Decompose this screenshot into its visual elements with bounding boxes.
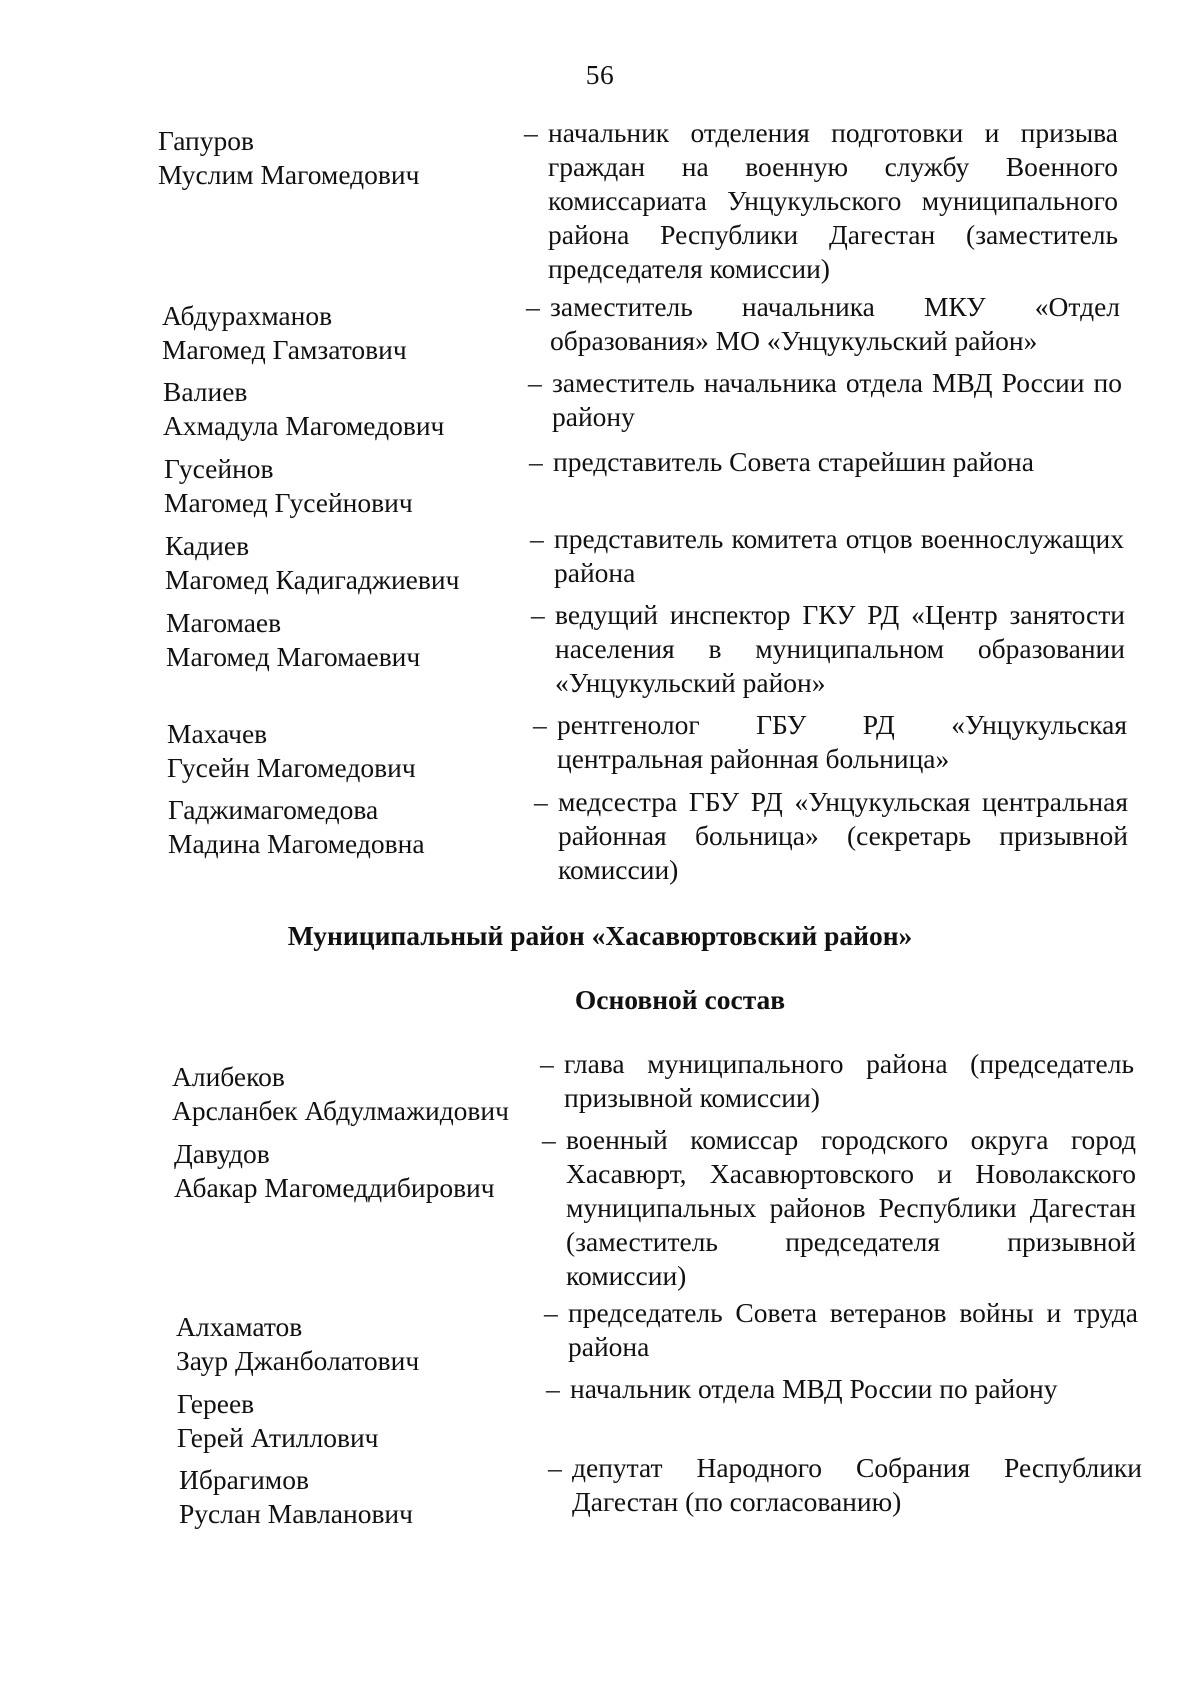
member-name — [179, 1463, 559, 1531]
member-role — [526, 290, 1120, 358]
member-role — [530, 522, 1124, 590]
member-name — [168, 793, 548, 861]
section-subtitle: Основной состав — [574, 984, 786, 1015]
member-role-text: заместитель начальника отдела МВД России по району — [552, 367, 1122, 432]
member-name — [177, 1387, 557, 1455]
member-given-name: Руслан Мавланович — [179, 1498, 413, 1529]
member-role-text: представитель комитета отцов военнослужащих района — [554, 523, 1124, 588]
member-surname: Кадиев — [165, 530, 250, 561]
dash: – — [544, 1297, 558, 1328]
member-surname: Алхаматов — [176, 1311, 303, 1342]
member-name — [158, 124, 538, 192]
member-role-text: глава муниципального района (председатель призывной комиссии) — [564, 1048, 1134, 1113]
member-surname: Гаджимагомедова — [168, 794, 379, 825]
dash: – — [524, 117, 538, 148]
dash: – — [534, 786, 548, 817]
dash: – — [542, 1124, 556, 1155]
dash: – — [530, 523, 544, 554]
member-role — [548, 1451, 1142, 1519]
member-given-name: Ахмадула Магомедович — [163, 410, 445, 441]
dash: – — [531, 599, 545, 630]
member-given-name: Заур Джанболатович — [176, 1345, 420, 1376]
member-surname: Валиев — [163, 376, 248, 407]
member-surname: Махачев — [167, 718, 268, 749]
member-name — [162, 299, 542, 367]
member-given-name: Магомед Магомаевич — [166, 641, 421, 672]
member-given-name: Магомед Гусейнович — [164, 487, 413, 518]
member-name — [167, 717, 547, 785]
member-role — [524, 116, 1118, 286]
member-name — [166, 606, 546, 674]
member-given-name: Герей Атиллович — [177, 1422, 379, 1453]
member-role-text: начальник отдела МВД России по району — [570, 1373, 1058, 1404]
member-given-name: Арсланбек Абдулмажидович — [172, 1095, 509, 1126]
member-role — [540, 1047, 1134, 1115]
member-given-name: Магомед Кадигаджиевич — [165, 564, 460, 595]
member-name — [174, 1137, 554, 1205]
member-surname: Гапуров — [158, 125, 255, 156]
member-surname: Давудов — [174, 1138, 270, 1169]
member-surname: Абдурахманов — [162, 300, 333, 331]
section-title: Муниципальный район «Хасавюртовский район» — [287, 920, 913, 951]
member-name — [163, 375, 543, 443]
page-number: 56 — [585, 59, 615, 90]
member-role — [531, 598, 1125, 700]
member-given-name: Муслим Магомедович — [158, 159, 420, 190]
dash: – — [548, 1452, 562, 1483]
member-surname: Гереев — [177, 1388, 255, 1419]
member-role — [544, 1296, 1138, 1364]
member-name — [176, 1310, 556, 1378]
member-role-text: депутат Народного Собрания Республики Дагестан (по согласованию) — [572, 1452, 1142, 1517]
dash: – — [533, 709, 547, 740]
member-surname: Алибеков — [172, 1061, 285, 1092]
member-role — [542, 1123, 1136, 1293]
member-role-text: представитель Совета старейшин района — [553, 446, 1034, 477]
member-role — [533, 708, 1127, 776]
member-role-text: ведущий инспектор ГКУ РД «Центр занятости населения в муниципальном образовании «Унцукульский район» — [555, 599, 1125, 698]
member-surname: Ибрагимов — [179, 1464, 309, 1495]
dash: – — [546, 1373, 560, 1404]
dash: – — [526, 291, 540, 322]
member-surname: Магомаев — [166, 607, 282, 638]
member-role-text: начальник отделения подготовки и призыва граждан на военную службу Военного комиссариата Унцукульского муниципального района Республики Дагестан (заместитель председателя комиссии) — [548, 117, 1118, 284]
member-surname: Гусейнов — [164, 453, 274, 484]
member-name — [165, 529, 545, 597]
member-role-text: медсестра ГБУ РД «Унцукульская центральная районная больница» (секретарь призывной комиссии) — [558, 786, 1128, 885]
member-role-text: рентгенолог ГБУ РД «Унцукульская центральная районная больница» — [557, 709, 1127, 774]
member-role-text: военный комиссар городского округа город Хасавюрт, Хасавюртовского и Новолакского муниципальных районов Республики Дагестан (заместитель председателя призывной комиссии) — [566, 1124, 1136, 1291]
member-given-name: Абакар Магомеддибирович — [174, 1172, 495, 1203]
dash: – — [540, 1048, 554, 1079]
member-name — [172, 1060, 552, 1128]
member-role-text: председатель Совета ветеранов войны и труда района — [568, 1297, 1138, 1362]
dash: – — [529, 446, 543, 477]
member-role — [546, 1372, 1140, 1406]
member-role-text: заместитель начальника МКУ «Отдел образования» МО «Унцукульский район» — [550, 291, 1120, 356]
member-role — [529, 445, 1123, 479]
member-name — [164, 452, 544, 520]
member-given-name: Гусейн Магомедович — [167, 752, 416, 783]
member-given-name: Мадина Магомедовна — [168, 828, 425, 859]
member-role — [534, 785, 1128, 887]
member-given-name: Магомед Гамзатович — [162, 334, 407, 365]
dash: – — [528, 367, 542, 398]
member-role — [528, 366, 1122, 434]
